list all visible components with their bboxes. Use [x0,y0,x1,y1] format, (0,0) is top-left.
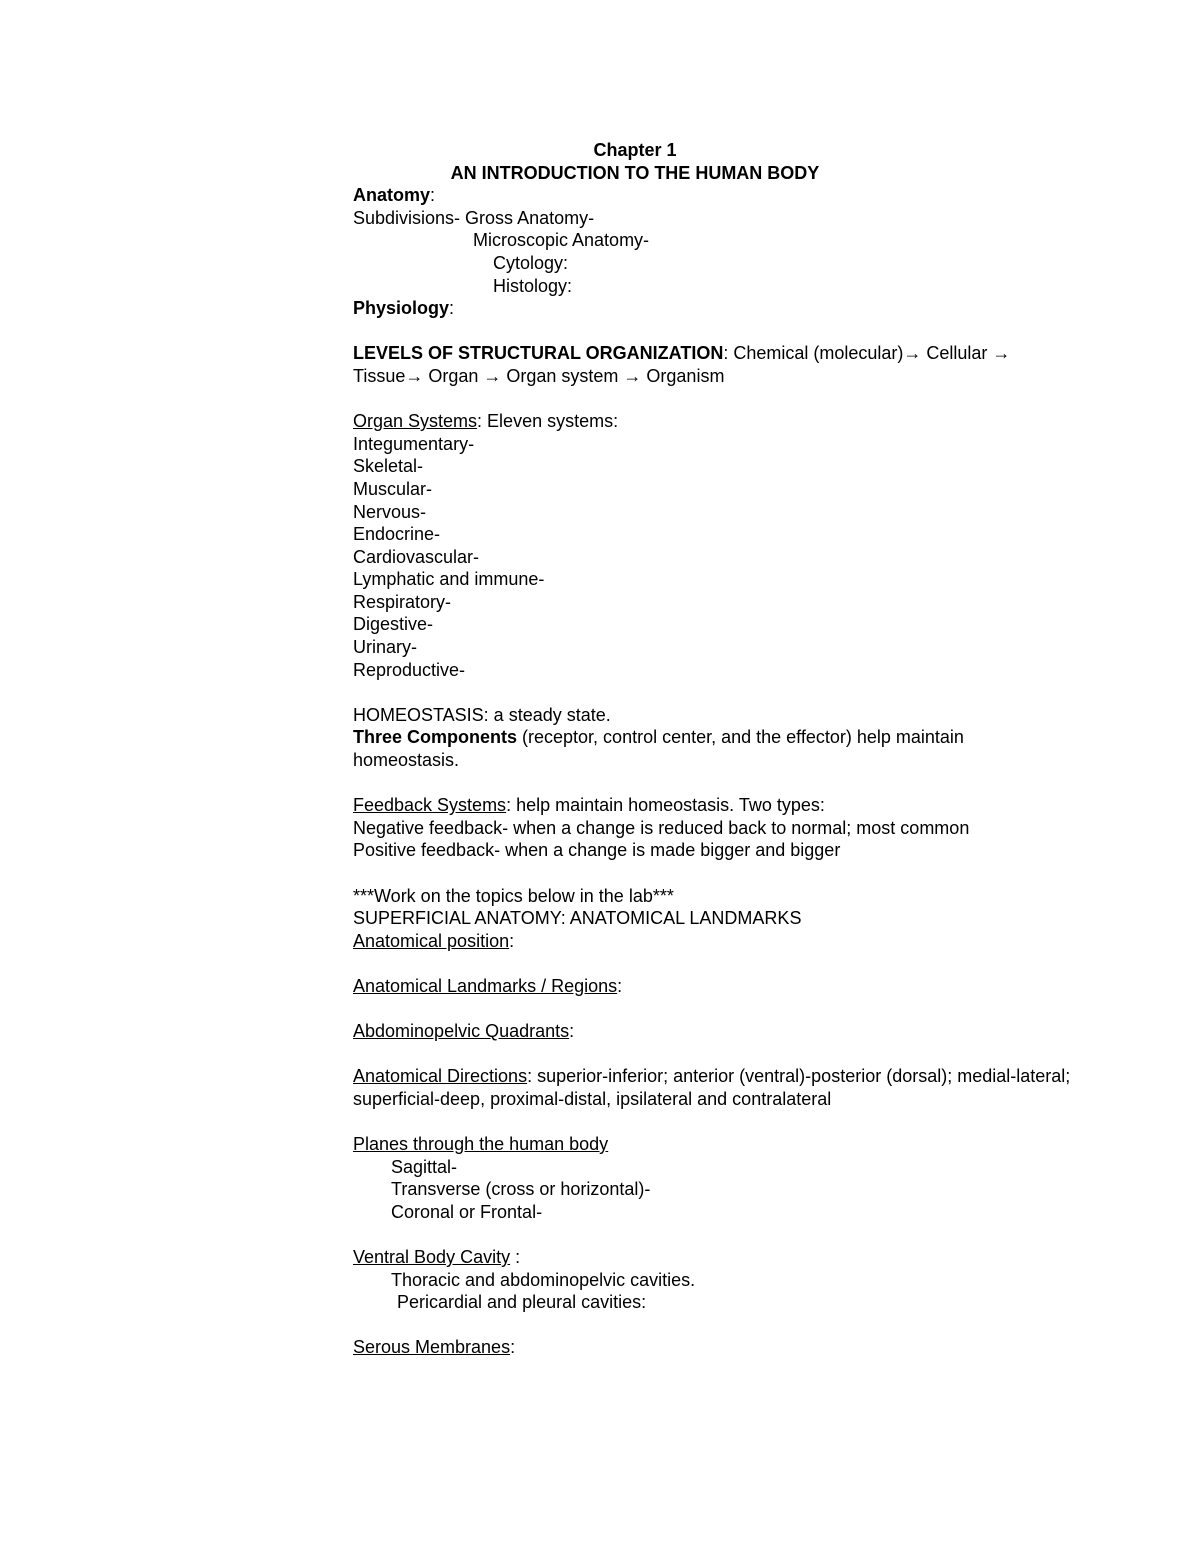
positive-feedback-line: Positive feedback- when a change is made bigger and bigger [353,840,841,861]
organ-system-item: Muscular- [353,478,433,499]
organ-system-item: Nervous- [353,501,427,522]
physiology-label: Physiology [353,298,450,319]
directions-paragraph [353,1065,1083,1110]
anatomy-label: Anatomy [353,185,431,206]
directions-text: : superior-inferior; anterior (ventral)-posterior (dorsal); medial-lateral; superficial-deep, proximal-distal, ipsilateral and contralateral [353,1066,1071,1109]
ventral-cavity-label: Ventral Body Cavity [353,1247,511,1268]
organ-system-item: Respiratory- [353,591,452,612]
organ-system-item: Skeletal- [353,456,424,477]
organ-systems-heading [353,410,1133,433]
cytology-line: Cytology: [493,252,569,273]
levels-text: : Chemical (molecular)→ Cellular → Tissue→ Organ → Organ system → Organism [353,343,1011,386]
serous-membranes-colon: : [510,1337,516,1358]
feedback-label: Feedback Systems [353,795,507,816]
plane-item: Coronal or Frontal- [391,1201,543,1222]
organ-system-item: Endocrine- [353,524,441,545]
physiology-colon: : [449,298,455,319]
organ-system-item: Lymphatic and immune- [353,569,545,590]
serous-membranes-heading [353,1336,1133,1359]
serous-membranes-label: Serous Membranes [353,1337,511,1358]
organ-systems-text: : Eleven systems: [477,411,619,432]
histology-line: Histology: [493,275,573,296]
quadrants-colon: : [569,1021,575,1042]
negative-feedback-line: Negative feedback- when a change is reduced back to normal; most common [353,817,970,838]
landmarks-colon: : [617,975,623,996]
components-text: (receptor, control center, and the effector) help maintain homeostasis. [353,727,964,771]
components-paragraph [353,726,1033,771]
directions-label: Anatomical Directions [353,1066,528,1087]
feedback-heading [353,794,1133,817]
document-page [353,139,1133,1359]
organ-systems-label: Organ Systems [353,411,478,432]
organ-system-item: Urinary- [353,637,418,658]
feedback-text: : help maintain homeostasis. Two types: [506,795,825,816]
landmarks-label: Anatomical Landmarks / Regions [353,975,618,996]
levels-label: LEVELS OF STRUCTURAL ORGANIZATION [353,343,724,364]
organ-system-item: Digestive- [353,614,434,635]
planes-label: Planes through the human body [353,1134,609,1155]
anatomical-position-colon: : [509,930,515,951]
chapter-title: AN INTRODUCTION TO THE HUMAN BODY [450,162,820,183]
lab-note: ***Work on the topics below in the lab*** [353,885,674,906]
organ-system-item: Cardiovascular- [353,546,480,567]
superficial-anatomy-heading: SUPERFICIAL ANATOMY: ANATOMICAL LANDMARKS [353,908,802,929]
quadrants-heading [353,1020,1133,1043]
ventral-cavity-heading [353,1246,1133,1269]
anatomical-position-heading [353,930,1133,953]
planes-heading [353,1133,1133,1156]
anatomical-position-label: Anatomical position [353,930,510,951]
organ-system-item: Integumentary- [353,433,475,454]
ventral-cavity-colon: : [510,1247,521,1268]
levels-paragraph [353,342,1083,387]
quadrants-label: Abdominopelvic Quadrants [353,1021,570,1042]
homeostasis-line: HOMEOSTASIS: a steady state. [353,704,611,725]
anatomy-colon: : [430,185,436,206]
chapter-number: Chapter 1 [593,140,677,160]
microscopic-anatomy-line: Microscopic Anatomy- [473,230,650,251]
landmarks-heading [353,975,1133,998]
plane-item: Sagittal- [391,1156,458,1177]
ventral-cavity-item: Pericardial and pleural cavities: [397,1292,647,1313]
physiology-heading [353,297,1133,320]
organ-system-item: Reproductive- [353,659,466,680]
components-label: Three Components [353,727,518,748]
plane-item: Transverse (cross or horizontal)- [391,1179,651,1200]
anatomy-heading [353,184,1133,207]
subdivisions-line: Subdivisions- Gross Anatomy- [353,207,595,228]
ventral-cavity-item: Thoracic and abdominopelvic cavities. [391,1269,696,1290]
